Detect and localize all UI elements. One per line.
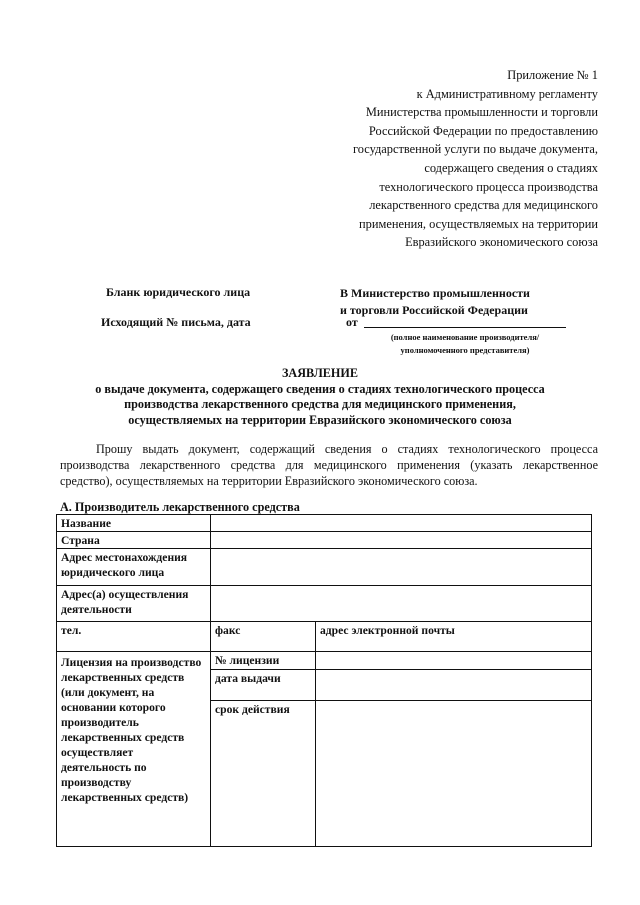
legal-address-label: Адрес местонахождения юридического лица [57,549,211,586]
title-subline: осуществляемых на территории Евразийского экономического союза [128,412,512,427]
outgoing-number-label: Исходящий № письма, дата [101,315,251,329]
appendix-line: Приложение № 1 [507,68,598,82]
table-row [57,515,592,532]
manufacturer-form-table [56,514,592,847]
appendix-header [318,66,598,252]
request-text: Прошу выдать документ, содержащий сведения о стадиях технологического процесса производства лекарственного средства для медицинского применения (указать лекарственное средство), осуществляемых на территории Евразийского экономического союза. [60,442,598,489]
activity-address-field[interactable] [211,586,592,622]
license-label: Лицензия на производство лекарственных средств (или документ, на основании которого производитель лекарственных средств осуществляет деятельность по производству лекарственных средств) [57,652,211,847]
document-title: ЗАЯВЛЕНИЕ [282,366,358,380]
appendix-line: Российской Федерации по предоставлению [368,123,598,138]
title-subline: производства лекарственного средства для медицинского применения, [124,397,516,411]
request-paragraph [60,441,598,490]
section-a-heading: А. Производитель лекарственного средства [60,500,300,514]
issue-date-field[interactable] [316,670,592,701]
activity-address-label: Адрес(а) осуществления деятельности [57,586,211,622]
validity-label: срок действия [211,701,316,847]
company-letterhead-label: Бланк юридического лица [106,285,251,299]
appendix-line: содержащего сведения о стадиях [424,160,598,175]
appendix-line: к Административному регламенту [416,86,598,101]
legal-address-field[interactable] [211,549,592,586]
from-note: (полное наименование производителя/ уполномоченного представителя) [390,332,540,355]
name-label: Название [57,515,211,532]
appendix-line: применения, осуществляемых на территории [359,216,598,231]
appendix-line: технологического процесса производства [379,179,598,194]
table-row [57,652,592,670]
recipient-block [340,285,530,319]
email-label[interactable]: адрес электронной почты [316,622,592,652]
from-blank-line[interactable] [364,327,566,328]
recipient-line: и торговли Российской Федерации [340,303,528,317]
table-row [57,549,592,586]
issue-date-label: дата выдачи [211,670,316,701]
license-number-field[interactable] [316,652,592,670]
from-label: от [346,315,358,329]
table-row [57,532,592,549]
country-label: Страна [57,532,211,549]
appendix-line: Евразийского экономического союза [405,235,598,250]
table-row [57,622,592,652]
appendix-line: Министерства промышленности и торговли [365,105,598,120]
validity-field[interactable] [316,701,592,847]
name-field[interactable] [211,515,592,532]
table-row [57,586,592,622]
appendix-line: лекарственного средства для медицинского [369,198,598,213]
title-subline: о выдаче документа, содержащего сведения о стадиях технологического процесса [95,381,545,396]
fax-label[interactable]: факс [211,622,316,652]
country-field[interactable] [211,532,592,549]
appendix-line: государственной услуги по выдаче документа, [352,142,598,157]
license-number-label: № лицензии [211,652,316,670]
recipient-line: В Министерство промышленности [340,286,530,300]
phone-label[interactable]: тел. [57,622,211,652]
statement-title-block [40,366,600,428]
